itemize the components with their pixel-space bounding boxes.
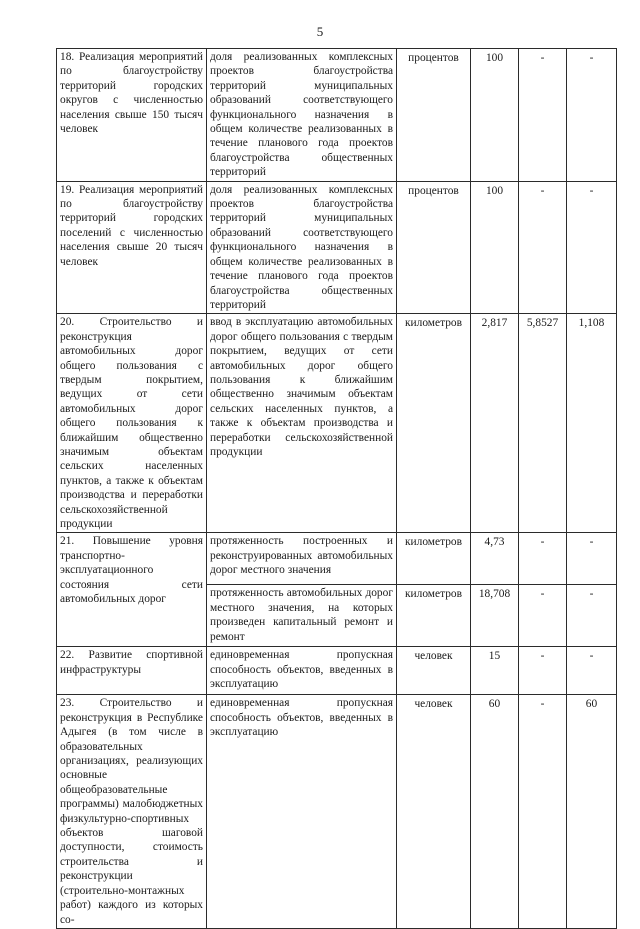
value-cell-3: - <box>567 533 617 585</box>
value-cell-1: 4,73 <box>471 533 519 585</box>
value-cell-2: - <box>519 181 567 314</box>
page-number: 5 <box>316 24 324 39</box>
value-cell-3: - <box>567 585 617 647</box>
value-cell-3: 60 <box>567 695 617 929</box>
table-row <box>57 533 617 585</box>
activity-cell: 20. Строительство и реконструкция автомобильных дорог общего пользования с твердым покрытием, ведущих от сети автомобильных дорог общего пользования к ближайшим общественно значимым объектам сельских населенных пунктов, а также к объектам производства и переработки сельскохозяйственной продукции <box>57 314 207 533</box>
value-cell-1: 100 <box>471 49 519 182</box>
value-cell-2: 5,8527 <box>519 314 567 533</box>
value-cell-3: - <box>567 647 617 695</box>
activity-cell: 18. Реализация мероприятий по благоустройству территорий городских округов с численностью населения свыше 150 тысяч человек <box>57 49 207 182</box>
unit-cell: километров <box>397 585 471 647</box>
value-cell-2: - <box>519 533 567 585</box>
table-row <box>57 181 617 314</box>
unit-cell: километров <box>397 314 471 533</box>
table-row <box>57 49 617 182</box>
value-cell-2: - <box>519 647 567 695</box>
indicator-cell: единовременная пропускная способность объектов, введенных в эксплуатацию <box>207 695 397 929</box>
value-cell-1: 2,817 <box>471 314 519 533</box>
value-cell-1: 15 <box>471 647 519 695</box>
indicators-table <box>56 48 617 929</box>
value-cell-2: - <box>519 585 567 647</box>
table-row <box>57 647 617 695</box>
indicator-cell: доля реализованных комплексных проектов благоустройства территорий муниципальных образований соответствующего функционального назначения в общем количестве реализованных в течение планового года проектов благоустройства общественных территорий <box>207 181 397 314</box>
indicator-cell: ввод в эксплуатацию автомобильных дорог общего пользования с твердым покрытием, ведущих от сети автомобильных дорог общего пользования к ближайшим общественно значимым объектам сельских населенных пунктов, а также к объектам производства и переработки сельскохозяйственной продукции <box>207 314 397 533</box>
value-cell-2: - <box>519 49 567 182</box>
value-cell-3: - <box>567 181 617 314</box>
unit-cell: человек <box>397 647 471 695</box>
table-row <box>57 695 617 929</box>
activity-cell: 23. Строительство и реконструкция в Республике Адыгея (в том числе в образовательных организациях, реализующих основные общеобразовательные программы) малобюджетных физкультурно-спортивных объектов шаговой доступности, стоимость строительства и реконструкции (строительно-монтажных работ) каждого из которых со- <box>57 695 207 929</box>
value-cell-1: 60 <box>471 695 519 929</box>
value-cell-2: - <box>519 695 567 929</box>
unit-cell: процентов <box>397 181 471 314</box>
value-cell-3: - <box>567 49 617 182</box>
table-row <box>57 314 617 533</box>
unit-cell: километров <box>397 533 471 585</box>
activity-cell: 19. Реализация мероприятий по благоустройству территорий городских поселений с численностью населения свыше 20 тысяч человек <box>57 181 207 314</box>
value-cell-1: 18,708 <box>471 585 519 647</box>
value-cell-3: 1,108 <box>567 314 617 533</box>
value-cell-1: 100 <box>471 181 519 314</box>
activity-cell: 21. Повышение уровня транспортно-эксплуатационного состояния сети автомобильных дорог <box>57 533 207 647</box>
indicator-cell: протяженность автомобильных дорог местного значения, на которых произведен капитальный ремонт и ремонт <box>207 585 397 647</box>
indicator-cell: единовременная пропускная способность объектов, введенных в эксплуатацию <box>207 647 397 695</box>
activity-cell: 22. Развитие спортивной инфраструктуры <box>57 647 207 695</box>
unit-cell: процентов <box>397 49 471 182</box>
unit-cell: человек <box>397 695 471 929</box>
indicator-cell: доля реализованных комплексных проектов благоустройства территорий муниципальных образований соответствующего функционального назначения в общем количестве реализованных в течение планового года проектов благоустройства общественных территорий <box>207 49 397 182</box>
indicator-cell: протяженность построенных и реконструированных автомобильных дорог местного значения <box>207 533 397 585</box>
